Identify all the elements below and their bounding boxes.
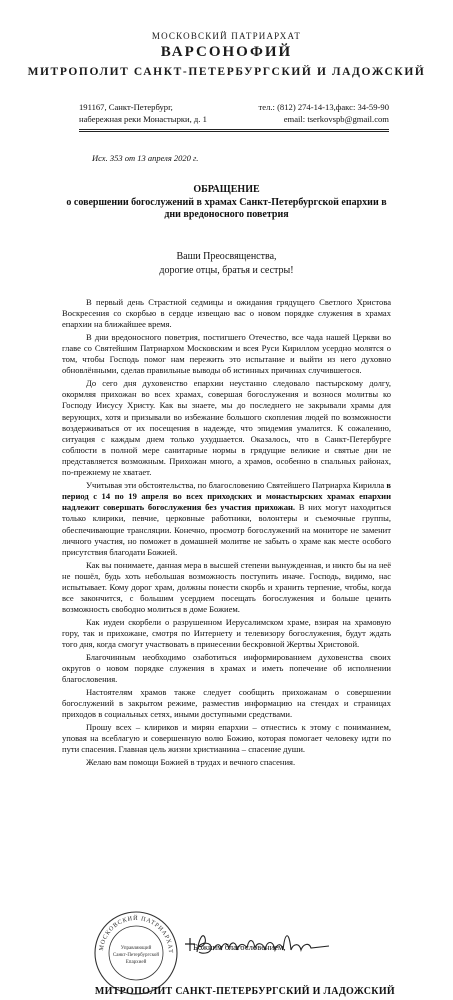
diocese-seal xyxy=(93,910,179,996)
paragraph: В первый день Страстной седмицы и ожидания грядущего Светлого Христова Воскресения со скорбью в сердце извещаю вас о новом порядке служения в храмах епархии на ближайшее время. xyxy=(62,297,391,330)
letter-body xyxy=(62,297,391,768)
paragraph: В дни вредоносного поветрия, постигшего Отечество, все чада нашей Церкви во главе со Святейшим Патриархом Московским и всея Руси Кириллом усердно молятся о том, чтобы Господь помог нам пережить это испытание и выйти из него духовно обновлёнными, сделав правильные выводы об истинных причинах случившегося. xyxy=(62,331,391,376)
paragraph: Как иудеи скорбели о разрушенном Иерусалимском храме, взирая на храмовую гору, так и прихожане, смотря по Интернету и телевизору богослужения, будут ждать того дня, когда смогут участвовать в принесении бескровной Жертвы Христовой. xyxy=(62,616,391,650)
emphasized-instruction: в период с 14 по 19 апреля во всех приходских и монастырских храмах епархии надлежит совершать богослужения без участия прихожан. xyxy=(62,480,391,513)
postal-address xyxy=(79,102,207,125)
outgoing-reference: Исх. 353 от 13 апреля 2020 г. xyxy=(92,153,199,163)
seal-text: Санкт-Петербургской xyxy=(112,953,160,958)
address-line: набережная реки Монастырки, д. 1 xyxy=(79,113,207,124)
email: email: tserkovspb@gmail.com xyxy=(283,113,389,124)
greeting-line: Ваши Преосвященства, xyxy=(176,251,277,262)
patriarchate-heading: МОСКОВСКИЙ ПАТРИАРХАТ xyxy=(151,31,302,41)
paragraph: Настоятелям храмов также следует сообщить прихожанам о совершении богослужений в закрытом режиме, разместив информацию на стендах и страницах приходов в социальных сетях, иными доступными средствами. xyxy=(62,686,391,720)
seal-ring-text: МОСКОВСКИЙ ПАТРИАРХАТ xyxy=(97,914,175,954)
metropolitan-title: МИТРОПОЛИТ САНКТ-ПЕТЕРБУРГСКИЙ И ЛАДОЖСКИЙ xyxy=(27,66,426,78)
paragraph xyxy=(62,480,391,558)
paragraph: Желаю вам помощи Божией в трудах и вечного спасения. xyxy=(86,756,296,767)
blessing-line: Божиим благословением, xyxy=(193,942,286,952)
paragraph-text: В них могут находиться только клирики, певчие, церковные работники, волонтеры и съемочные группы, обеспечивающие трансляции. Конечно, просмотр богослужений на мониторе не заменит личного участия, но поможет в домашней молитве не забыть о храме как месте особого присутствия благодати Божией. xyxy=(62,502,391,557)
address-line: 191167, Санкт-Петербург, xyxy=(79,102,173,112)
header-divider xyxy=(79,129,389,130)
paragraph: До сего дня духовенство епархии неустанно следовало пастырскому долгу, окормляя прихожан во всех храмах, совершая богослужения и вознося молитвы ко Господу Иисусу Христу. Как вы знаете, мы до последнего не закрывали храмы для верующих, хотя и призывали во избежание большого скопления людей по возможности воздерживаться от их посещения в надежде, что эпидемия умалится. К сожалению, ситуация с каждым днем только ухудшается. Оказалось, что в Санкт-Петербурге соблюсти в полной мере санитарные нормы в грядущие великие и святые дни не представляется возможным. Прихожан много, а храмов, особенно в спальных районах, по-прежнему не хватает. xyxy=(62,378,391,478)
paragraph-text: Учитывая эти обстоятельства, по благословению Святейшего Патриарха Кирилла xyxy=(86,480,387,490)
header-divider xyxy=(79,131,389,132)
greeting-line: дорогие отцы, братья и сестры! xyxy=(159,265,294,276)
paragraph: Благочинным необходимо озаботиться информированием духовенства своих округов о новом порядке служения в храмах и иметь попечение об исполнении благословения. xyxy=(62,651,391,685)
seal-text: Епархией xyxy=(125,960,147,965)
contact-info xyxy=(259,102,389,125)
paragraph: Прошу всех – клириков и мирян епархии – отнестись к этому с пониманием, уповая на всеблагую и совершенную волю Божию, которая помогает человеку идти по пути спасения. Главная цель жизни христианина – спасение души. xyxy=(62,721,391,755)
paragraph: Как вы понимаете, данная мера в высшей степени вынужденная, и никто бы на неё не пошёл, будь хоть небольшая возможность поступить иначе. Господь, видимо, нас испытывает. Кому дорог храм, должны понести скорбь и хранить терпение, чтобы, когда все закончится, с большим усердием посещать богослужения и больше ценить возможность свободно молиться в доме Божием. xyxy=(62,559,391,615)
phone-fax: тел.: (812) 274-14-13,факс: 34-59-90 xyxy=(258,102,389,112)
seal-text: Управляющий xyxy=(120,946,152,951)
metropolitan-name: ВАРСОНОФИЙ xyxy=(160,44,293,60)
document-heading: ОБРАЩЕНИЕ xyxy=(193,184,260,195)
handwritten-signature xyxy=(183,924,333,958)
document-subheading: о совершении богослужений в храмах Санкт-Петербургской епархии в дни вредоносного поветрия xyxy=(66,197,387,220)
signer-title: МИТРОПОЛИТ САНКТ-ПЕТЕРБУРГСКИЙ И ЛАДОЖСКИЙ xyxy=(94,986,395,997)
